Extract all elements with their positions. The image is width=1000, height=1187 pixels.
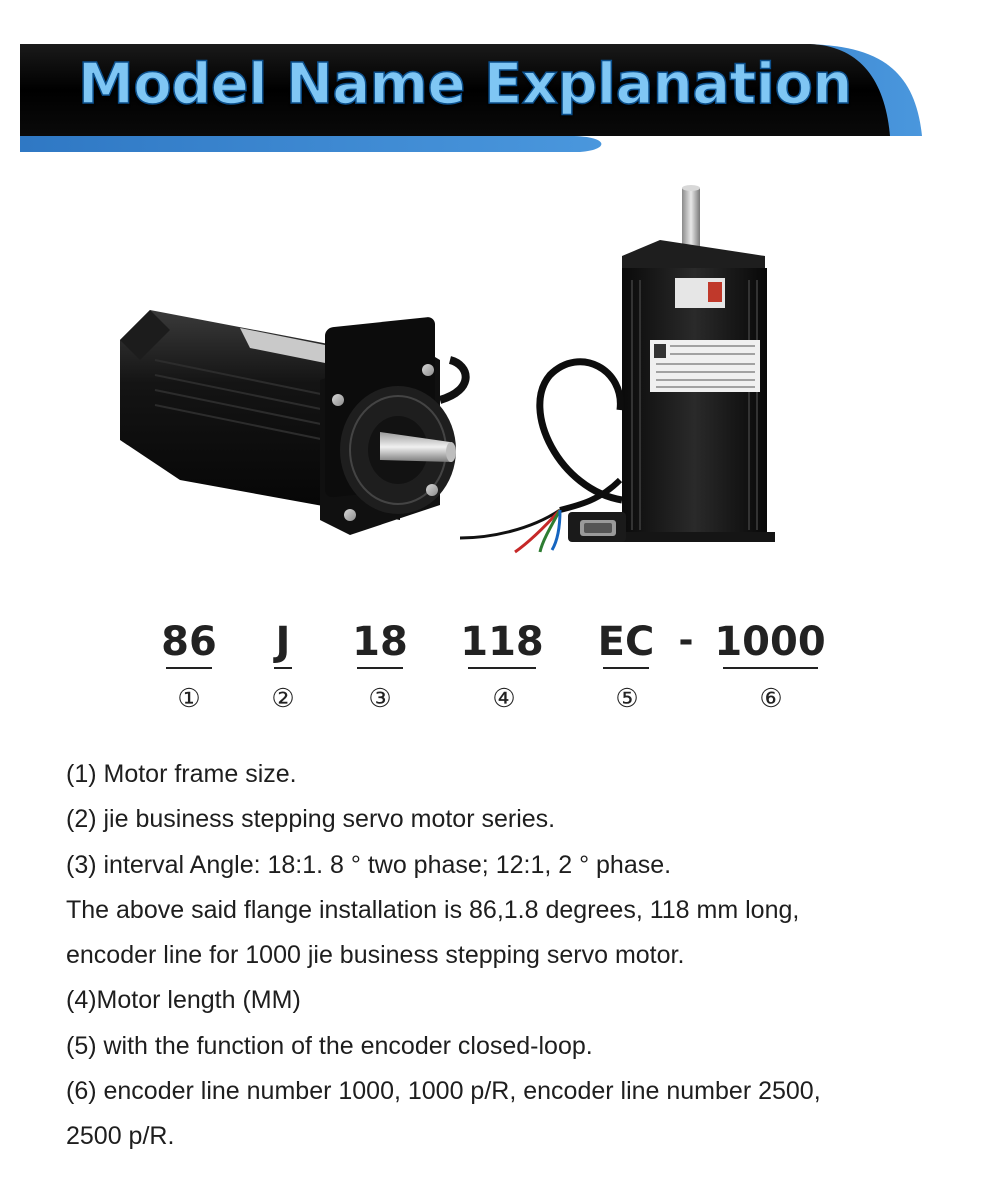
description-line: (2) jie business stepping servo motor series.	[66, 805, 556, 834]
code-segment-encoder: EC	[597, 619, 655, 665]
code-number-2: ②	[271, 684, 295, 714]
code-number-5: ⑤	[615, 684, 639, 714]
description-line: (5) with the function of the encoder closed-loop.	[66, 1031, 593, 1060]
description-line: (6) encoder line number 1000, 1000 p/R, encoder line number 2500,	[66, 1077, 821, 1106]
code-segment-frame-size: 86	[161, 619, 217, 665]
product-photo	[20, 160, 980, 590]
description-line: (1) Motor frame size.	[66, 760, 297, 788]
code-underline	[357, 667, 403, 669]
motor-horizontal	[120, 310, 466, 535]
code-number-1: ①	[177, 684, 201, 714]
description-line: (4)Motor length (MM)	[66, 986, 301, 1015]
description-line: (3) interval Angle: 18:1. 8 ° two phase; 12:1, 2 ° phase.	[66, 850, 672, 879]
code-number-3: ③	[368, 684, 392, 714]
code-underline	[603, 667, 649, 669]
code-separator: -	[678, 620, 694, 661]
code-underline	[468, 667, 536, 669]
description-line: encoder line for 1000 jie business stepping servo motor.	[66, 941, 685, 970]
code-underline	[723, 667, 818, 669]
page-title: Model Name Explanation	[78, 52, 852, 117]
code-segment-length: 118	[460, 619, 544, 665]
code-segment-line-number: 1000	[714, 619, 826, 665]
description-list	[66, 752, 966, 1160]
code-underline	[274, 667, 292, 669]
title-banner	[0, 0, 1000, 160]
code-segment-series: J	[275, 619, 291, 665]
code-number-4: ④	[492, 684, 516, 714]
code-segment-step-angle: 18	[352, 619, 408, 665]
code-number-6: ⑥	[759, 684, 783, 714]
motor-vertical	[460, 185, 775, 552]
code-underline	[166, 667, 212, 669]
description-line: 2500 p/R.	[66, 1122, 175, 1151]
description-line: The above said flange installation is 86,1.8 degrees, 118 mm long,	[66, 895, 800, 924]
